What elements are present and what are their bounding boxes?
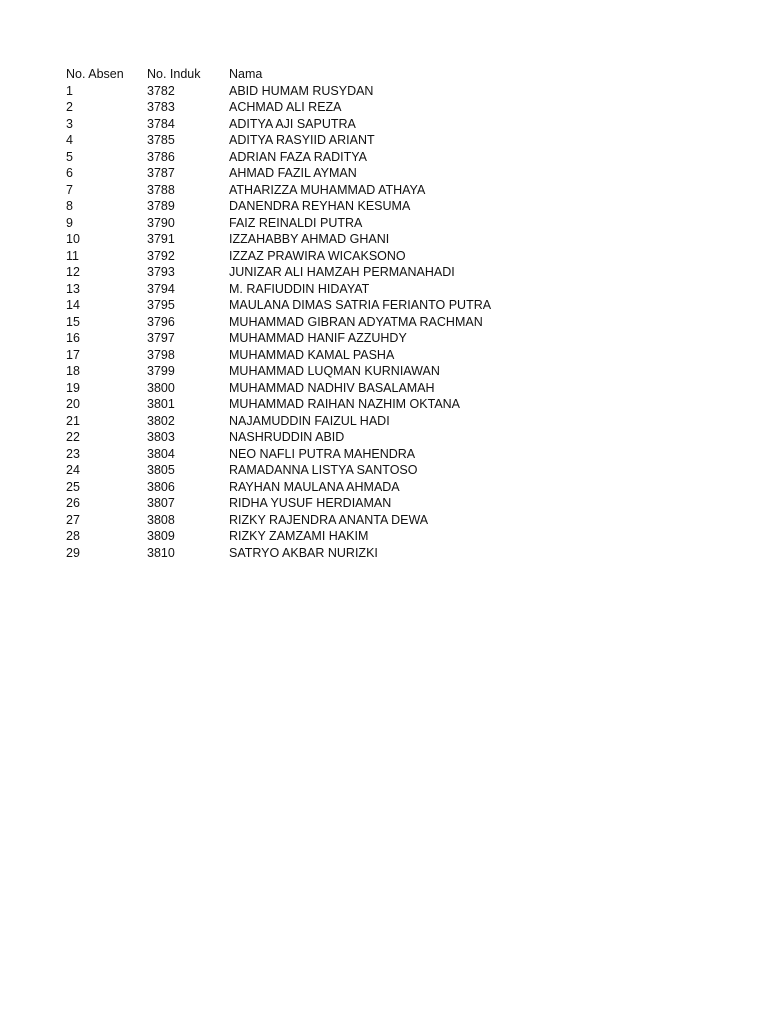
table-header-row [66, 66, 706, 83]
cell-no-absen: 19 [66, 380, 80, 395]
cell-nama: RAMADANNA LISTYA SANTOSO [229, 463, 418, 477]
cell-nama: MUHAMMAD HANIF AZZUHDY [229, 331, 407, 345]
cell-nama: NAJAMUDDIN FAIZUL HADI [229, 413, 390, 428]
cell-nama: ADRIAN FAZA RADITYA [229, 149, 367, 164]
cell-no-induk: 3783 [147, 100, 175, 114]
table-row [66, 446, 706, 463]
cell-nama: MUHAMMAD LUQMAN KURNIAWAN [229, 364, 440, 378]
column-header-nama: Nama [229, 67, 263, 81]
cell-no-induk: 3793 [147, 265, 175, 279]
cell-nama: SATRYO AKBAR NURIZKI [229, 545, 378, 560]
cell-nama: MUHAMMAD RAIHAN NAZHIM OKTANA [229, 397, 461, 411]
table-row [66, 330, 706, 347]
cell-no-absen: 10 [66, 232, 80, 246]
cell-no-absen: 29 [66, 545, 80, 560]
cell-no-induk: 3800 [147, 380, 175, 395]
cell-no-induk: 3806 [147, 479, 175, 494]
table-body [66, 83, 706, 562]
cell-no-induk: 3784 [147, 116, 175, 131]
cell-no-induk: 3804 [147, 446, 175, 461]
table-row [66, 528, 706, 545]
cell-nama: M. RAFIUDDIN HIDAYAT [229, 281, 370, 296]
table-row [66, 248, 706, 265]
cell-nama: ACHMAD ALI REZA [229, 100, 342, 114]
table-row [66, 215, 706, 232]
cell-nama: ADITYA AJI SAPUTRA [229, 116, 356, 131]
cell-no-absen: 17 [66, 347, 80, 362]
cell-no-induk: 3797 [147, 331, 175, 345]
cell-no-induk: 3808 [147, 512, 175, 527]
cell-nama: MUHAMMAD NADHIV BASALAMAH [229, 380, 435, 395]
cell-no-induk: 3810 [147, 545, 175, 560]
column-header-no-absen: No. Absen [66, 67, 124, 81]
cell-no-induk: 3790 [147, 215, 175, 230]
table-row [66, 116, 706, 133]
student-list-table [66, 66, 706, 561]
cell-nama: NEO NAFLI PUTRA MAHENDRA [229, 446, 416, 461]
cell-no-absen: 8 [66, 199, 73, 213]
cell-no-absen: 26 [66, 496, 80, 510]
cell-no-absen: 27 [66, 512, 80, 527]
cell-no-induk: 3795 [147, 298, 175, 312]
cell-no-induk: 3801 [147, 397, 175, 411]
cell-no-induk: 3792 [147, 248, 175, 263]
cell-no-induk: 3798 [147, 347, 175, 362]
cell-no-absen: 24 [66, 463, 80, 477]
cell-no-absen: 21 [66, 413, 80, 428]
cell-no-absen: 23 [66, 446, 80, 461]
cell-no-absen: 22 [66, 430, 80, 444]
cell-no-induk: 3788 [147, 182, 175, 197]
table-row [66, 198, 706, 215]
cell-no-induk: 3787 [147, 166, 175, 180]
cell-no-induk: 3805 [147, 463, 175, 477]
cell-no-induk: 3791 [147, 232, 175, 246]
cell-no-absen: 7 [66, 182, 73, 197]
cell-no-induk: 3799 [147, 364, 175, 378]
cell-no-absen: 6 [66, 166, 73, 180]
cell-nama: MAULANA DIMAS SATRIA FERIANTO PUTRA [229, 298, 492, 312]
table-row [66, 429, 706, 446]
table-row [66, 396, 706, 413]
table-row [66, 380, 706, 397]
column-header-no-induk: No. Induk [147, 67, 201, 81]
cell-no-absen: 25 [66, 479, 80, 494]
cell-no-absen: 9 [66, 215, 73, 230]
cell-no-absen: 28 [66, 529, 80, 543]
cell-no-induk: 3807 [147, 496, 175, 510]
cell-nama: IZZAHABBY AHMAD GHANI [229, 232, 390, 246]
table-row [66, 479, 706, 496]
table-row [66, 231, 706, 248]
cell-no-absen: 2 [66, 100, 73, 114]
cell-no-absen: 11 [66, 248, 79, 263]
cell-nama: RIZKY RAJENDRA ANANTA DEWA [229, 512, 429, 527]
cell-no-induk: 3786 [147, 149, 175, 164]
table-row [66, 99, 706, 116]
cell-no-absen: 14 [66, 298, 80, 312]
cell-no-absen: 3 [66, 116, 73, 131]
cell-nama: MUHAMMAD KAMAL PASHA [229, 347, 395, 362]
table-row [66, 264, 706, 281]
cell-no-absen: 13 [66, 281, 80, 296]
cell-nama: RIZKY ZAMZAMI HAKIM [229, 529, 369, 543]
table-row [66, 314, 706, 331]
cell-nama: RIDHA YUSUF HERDIAMAN [229, 496, 392, 510]
table-row [66, 165, 706, 182]
cell-no-induk: 3785 [147, 133, 175, 147]
table-row [66, 149, 706, 166]
table-row [66, 281, 706, 298]
table-row [66, 83, 706, 100]
cell-no-induk: 3802 [147, 413, 175, 428]
cell-no-absen: 5 [66, 149, 73, 164]
cell-no-absen: 20 [66, 397, 80, 411]
cell-nama: ADITYA RASYIID ARIANT [229, 133, 375, 147]
cell-no-induk: 3782 [147, 83, 175, 98]
cell-nama: RAYHAN MAULANA AHMADA [229, 479, 400, 494]
table-row [66, 495, 706, 512]
cell-no-absen: 1 [66, 83, 73, 98]
cell-nama: MUHAMMAD GIBRAN ADYATMA RACHMAN [229, 314, 483, 329]
table-row [66, 512, 706, 529]
cell-nama: JUNIZAR ALI HAMZAH PERMANAHADI [229, 265, 455, 279]
cell-nama: FAIZ REINALDI PUTRA [229, 215, 363, 230]
cell-no-induk: 3803 [147, 430, 175, 444]
table-row [66, 297, 706, 314]
cell-nama: DANENDRA REYHAN KESUMA [229, 199, 411, 213]
cell-no-induk: 3796 [147, 314, 175, 329]
cell-nama: IZZAZ PRAWIRA WICAKSONO [229, 248, 406, 263]
cell-nama: AHMAD FAZIL AYMAN [229, 166, 357, 180]
cell-no-absen: 12 [66, 265, 80, 279]
cell-no-absen: 15 [66, 314, 80, 329]
cell-no-induk: 3809 [147, 529, 175, 543]
cell-no-absen: 16 [66, 331, 80, 345]
cell-nama: ABID HUMAM RUSYDAN [229, 83, 374, 98]
table-row [66, 462, 706, 479]
table-row [66, 363, 706, 380]
cell-nama: NASHRUDDIN ABID [229, 430, 345, 444]
table-row [66, 132, 706, 149]
cell-no-induk: 3794 [147, 281, 175, 296]
cell-no-absen: 4 [66, 133, 73, 147]
table-row [66, 545, 706, 562]
cell-nama: ATHARIZZA MUHAMMAD ATHAYA [229, 182, 426, 197]
table-row [66, 413, 706, 430]
cell-no-absen: 18 [66, 364, 80, 378]
cell-no-induk: 3789 [147, 199, 175, 213]
table-row [66, 347, 706, 364]
table-row [66, 182, 706, 199]
